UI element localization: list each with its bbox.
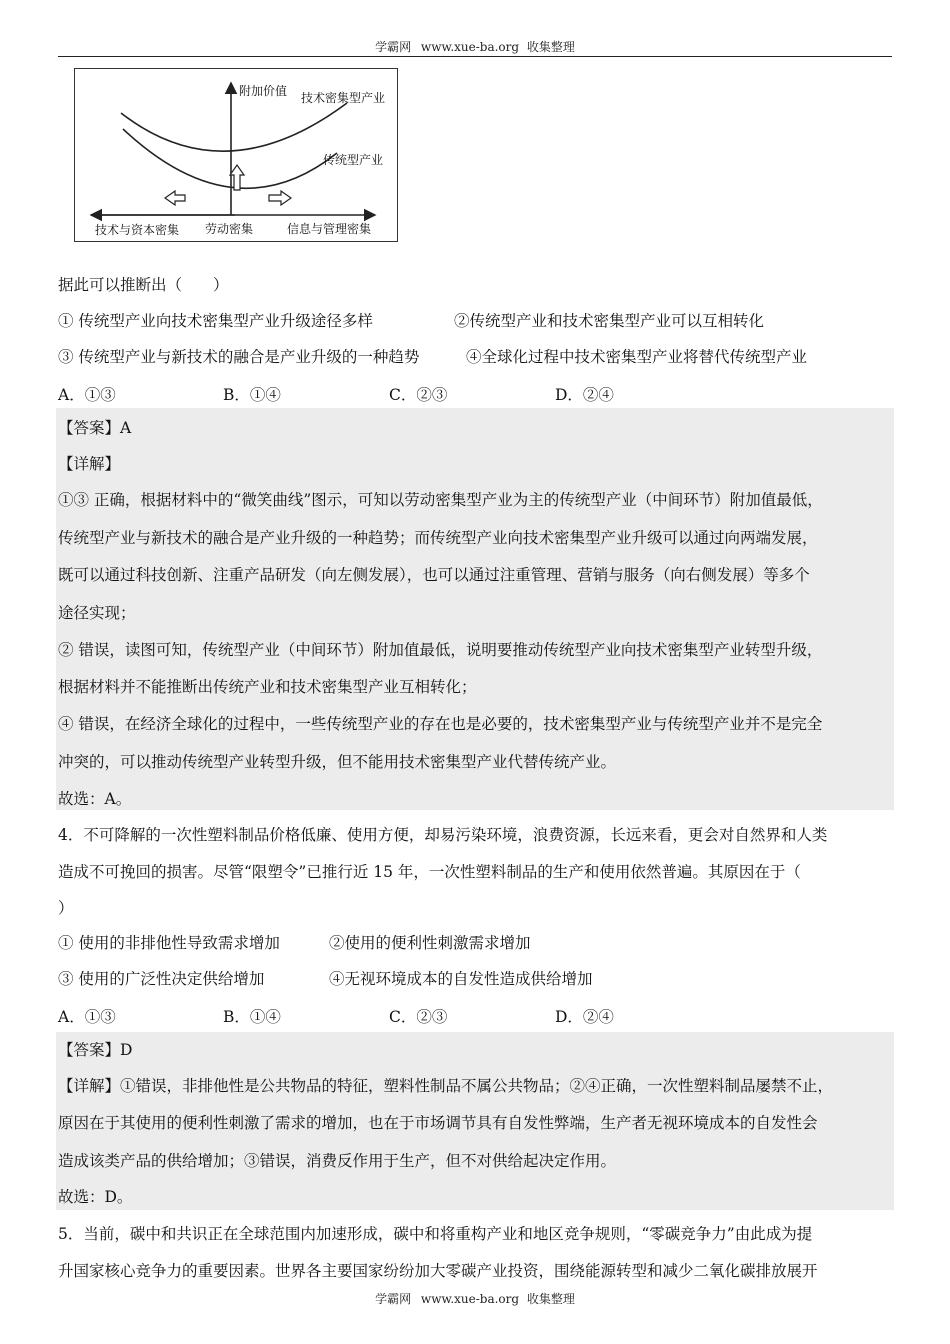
upper-curve-label: 技术密集型产业 bbox=[301, 91, 386, 105]
q3-detail-line: ①③ 正确，根据材料中的“微笑曲线”图示，可知以劳动密集型产业为主的传统型产业（中间环节）附加值最低， bbox=[58, 491, 823, 509]
q4-statement-2: ②使用的便利性刺激需求增加 bbox=[329, 934, 531, 952]
q4-statement-4: ④无视环境成本的自发性造成供给增加 bbox=[329, 970, 593, 988]
q3-statement-3: ③ 传统型产业与新技术的融合是产业升级的一种趋势 bbox=[58, 348, 420, 366]
upper-curve bbox=[121, 103, 347, 151]
q5-stem-line: 升国家核心竞争力的重要因素。世界各主要国家纷纷加大零碳产业投资，围绕能源转型和减少二氧化碳排放展开 bbox=[58, 1262, 818, 1280]
q3-option-b[interactable]: B．①④ bbox=[223, 386, 281, 404]
x-right-label: 信息与管理密集 bbox=[287, 222, 372, 236]
q4-statement-3: ③ 使用的广泛性决定供给增加 bbox=[58, 970, 265, 988]
header-rule bbox=[58, 56, 892, 57]
page-header bbox=[58, 38, 892, 55]
header-site: 学霸网 bbox=[375, 40, 412, 54]
q3-detail-line: 冲突的，可以推动传统型产业转型升级，但不能用技术密集型产业代替传统产业。 bbox=[58, 753, 617, 771]
footer-site: 学霸网 bbox=[375, 1292, 412, 1306]
smile-curve-figure bbox=[74, 68, 398, 242]
smile-curve-svg bbox=[75, 69, 397, 241]
right-arrow-icon bbox=[269, 191, 291, 205]
x-left-label: 技术与资本密集 bbox=[95, 223, 180, 237]
q4-stem-line: 造成不可挽回的损害。尽管“限塑令”已推行近 15 年，一次性塑料制品的生产和使用依然普遍。其原因在于（ bbox=[58, 863, 801, 881]
q4-stem-line: 4．不可降解的一次性塑料制品价格低廉、使用方便，却易污染环境，浪费资源，长远来看，更会对自然界和人类 bbox=[58, 826, 828, 844]
left-arrow-icon bbox=[165, 191, 185, 205]
q4-option-a[interactable]: A．①③ bbox=[58, 1008, 116, 1026]
q3-statement-4: ④全球化过程中技术密集型产业将替代传统型产业 bbox=[466, 348, 808, 366]
q4-detail-line: 造成该类产品的供给增加；③错误，消费反作用于生产，但不对供给起决定作用。 bbox=[58, 1152, 617, 1170]
q4-conclusion: 故选：D。 bbox=[58, 1188, 133, 1206]
q4-statement-1: ① 使用的非排他性导致需求增加 bbox=[58, 934, 280, 952]
q3-answer-block bbox=[56, 408, 894, 810]
q5-stem-line: 5．当前，碳中和共识正在全球范围内加速形成，碳中和将重构产业和地区竞争规则，“零碳竞争力”由此成为提 bbox=[58, 1225, 813, 1243]
q3-detail-line: ④ 错误，在经济全球化的过程中，一些传统型产业的存在也是必要的，技术密集型产业与传统型产业并不是完全 bbox=[58, 715, 823, 733]
x-mid-label: 劳动密集 bbox=[205, 222, 254, 236]
q3-detail-line: 根据材料并不能推断出传统产业和技术密集型产业互相转化； bbox=[58, 678, 477, 696]
footer-note: 收集整理 bbox=[526, 1292, 575, 1306]
lower-curve-label: 传统型产业 bbox=[323, 153, 384, 167]
q4-detail-line: 【详解】①错误，非排他性是公共物品的特征，塑料性制品不属公共物品；②④正确，一次性塑料制品屡禁不止， bbox=[58, 1077, 834, 1095]
q3-detail-line: 传统型产业与新技术的融合是产业升级的一种趋势；而传统型产业向技术密集型产业升级可以通过向两端发展， bbox=[58, 529, 818, 547]
q3-answer: 【答案】A bbox=[58, 419, 132, 437]
lower-curve bbox=[123, 129, 337, 188]
q3-stem: 据此可以推断出（ ） bbox=[58, 276, 229, 294]
q3-statement-1: ① 传统型产业向技术密集型产业升级途径多样 bbox=[58, 312, 373, 330]
q4-option-d[interactable]: D．②④ bbox=[555, 1008, 614, 1026]
q3-option-d[interactable]: D．②④ bbox=[555, 386, 614, 404]
q4-option-c[interactable]: C．②③ bbox=[389, 1008, 448, 1026]
q3-detail-line: 途径实现； bbox=[58, 604, 136, 622]
up-arrow-icon bbox=[230, 165, 244, 190]
q3-detail-title: 【详解】 bbox=[58, 455, 121, 473]
q4-option-b[interactable]: B．①④ bbox=[223, 1008, 281, 1026]
q3-detail-line: ② 错误，读图可知，传统型产业（中间环节）附加值最低，说明要推动传统型产业向技术密集型产业转型升级， bbox=[58, 641, 823, 659]
header-url[interactable]: www.xue-ba.org bbox=[420, 40, 520, 54]
q3-option-a[interactable]: A．①③ bbox=[58, 386, 116, 404]
q3-conclusion: 故选：A。 bbox=[58, 790, 132, 808]
y-axis-label: 附加价值 bbox=[239, 84, 288, 98]
q4-stem-line: ） bbox=[58, 899, 74, 917]
page-footer bbox=[58, 1290, 892, 1307]
header-note: 收集整理 bbox=[526, 40, 575, 54]
q3-detail-line: 既可以通过科技创新、注重产品研发（向左侧发展），也可以通过注重管理、营销与服务（向右侧发展）等多个 bbox=[58, 566, 810, 584]
footer-url[interactable]: www.xue-ba.org bbox=[420, 1292, 520, 1306]
q4-answer: 【答案】D bbox=[58, 1041, 133, 1059]
q4-detail-line: 原因在于其使用的便利性刺激了需求的增加，也在于市场调节具有自发性弊端，生产者无视环境成本的自发性会 bbox=[58, 1114, 818, 1132]
q3-option-c[interactable]: C．②③ bbox=[389, 386, 448, 404]
q3-statement-2: ②传统型产业和技术密集型产业可以互相转化 bbox=[454, 312, 765, 330]
